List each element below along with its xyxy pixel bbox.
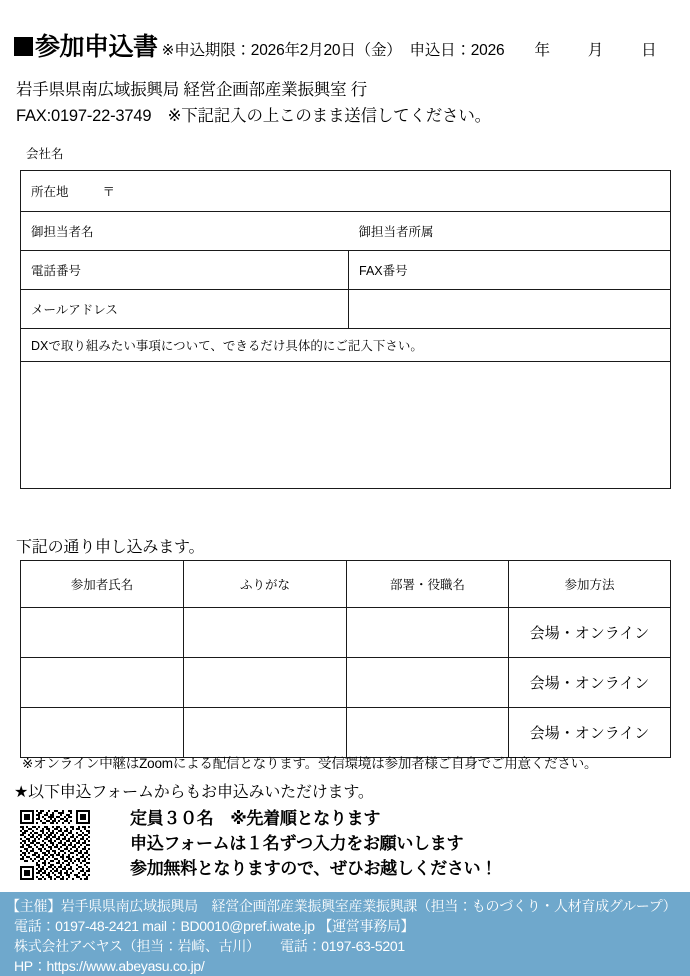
year-unit: 年 <box>534 42 550 59</box>
address-label: 所在地 <box>31 185 69 199</box>
qr-code-icon[interactable] <box>18 808 92 882</box>
table-row-dx-label <box>21 329 671 362</box>
recipient-office: 岩手県県南広域振興局 経営企画部産業振興室 行 <box>16 81 368 99</box>
month-unit: 月 <box>587 42 604 59</box>
online-form-note: ★以下申込フォームからもお申込みいただけます。 <box>14 784 374 801</box>
dx-freetext-cell[interactable] <box>21 362 671 489</box>
person-dept-cell[interactable] <box>349 212 671 251</box>
tel-label: 電話番号 <box>31 264 82 278</box>
column-header-department: 部署・役職名 <box>347 561 509 608</box>
recipient-fax-line: FAX:0197-22-3749 ※下記記入の上このまま送信してください。 <box>16 107 491 125</box>
table-row-person <box>21 212 671 251</box>
table-row <box>21 708 671 758</box>
participants-header-row <box>21 561 671 608</box>
applicant-info-table <box>20 170 671 489</box>
person-name-cell[interactable] <box>21 212 349 251</box>
participant-name-cell[interactable] <box>21 608 184 658</box>
participant-method-cell[interactable]: 会場・オンライン <box>509 608 671 658</box>
page-title <box>14 27 682 63</box>
dx-question-cell <box>21 329 671 362</box>
table-row-mail <box>21 290 671 329</box>
address-input-cell[interactable] <box>349 171 671 212</box>
capacity-info-block <box>130 806 497 881</box>
address-label-cell <box>21 171 349 212</box>
tel-cell[interactable] <box>21 251 349 290</box>
participant-name-cell[interactable] <box>21 658 184 708</box>
participant-department-cell[interactable] <box>347 708 509 758</box>
mail-input-cell[interactable] <box>349 290 671 329</box>
online-streaming-note: ※オンライン中継はZoomによる配信となります。受信環境は参加者様ご自身でご用意ください。 <box>22 756 598 771</box>
participant-furigana-cell[interactable] <box>184 608 347 658</box>
person-name-label: 御担当者名 <box>31 225 94 239</box>
table-row-dx-freetext <box>21 362 671 489</box>
application-deadline: ※申込期限：2026年2月20日（金） <box>161 42 402 59</box>
participant-name-cell[interactable] <box>21 708 184 758</box>
participant-method-cell[interactable]: 会場・オンライン <box>509 658 671 708</box>
participant-department-cell[interactable] <box>347 658 509 708</box>
participant-method-cell[interactable]: 会場・オンライン <box>509 708 671 758</box>
mail-label: メールアドレス <box>31 303 118 317</box>
title-heading: 参加申込書 <box>35 33 158 61</box>
form-entry-line: 申込フォームは１名ずつ入力をお願いします <box>130 834 464 853</box>
participant-furigana-cell[interactable] <box>184 658 347 708</box>
table-row-address <box>21 171 671 212</box>
participants-table <box>20 560 671 758</box>
mail-label-cell[interactable] <box>21 290 349 329</box>
table-row <box>21 608 671 658</box>
table-row <box>21 658 671 708</box>
column-header-name: 参加者氏名 <box>21 561 184 608</box>
participant-furigana-cell[interactable] <box>184 708 347 758</box>
participant-department-cell[interactable] <box>347 608 509 658</box>
column-header-furigana: ふりがな <box>184 561 347 608</box>
footer-contact-line: 電話：0197-48-2421 mail：BD0010@pref.iwate.jp 【運営事務局】 <box>14 918 415 934</box>
day-unit: 日 <box>641 42 657 59</box>
apply-statement: 下記の通り申し込みます。 <box>16 539 205 556</box>
fax-label: FAX番号 <box>359 264 408 278</box>
footer-contact-block <box>0 892 690 976</box>
column-header-method: 参加方法 <box>509 561 671 608</box>
footer-company-line: 株式会社アベヤス（担当：岩崎、古川） 電話：0197-63-5201 <box>14 938 405 954</box>
company-name-label: 会社名 <box>26 147 64 161</box>
footer-organizer-line: 【主催】岩手県県南広域振興局 経営企画部産業振興室産業振興課（担当：ものづくり・人材育成グループ） <box>6 898 677 914</box>
black-square-bullet-icon <box>14 37 33 56</box>
person-dept-label: 御担当者所属 <box>358 225 434 239</box>
postal-mark-icon: 〒 <box>102 185 116 199</box>
capacity-line: 定員３０名 ※先着順となります <box>130 809 381 828</box>
free-participation-line: 参加無料となりますので、ぜひお越しください！ <box>130 859 498 878</box>
dx-question-label: DXで取り組みたい事項について、できるだけ具体的にご記入下さい。 <box>31 339 423 353</box>
application-date-label: 申込日：2026 <box>409 42 505 59</box>
table-row-tel <box>21 251 671 290</box>
footer-homepage-line[interactable]: HP：https://www.abeyasu.co.jp/ <box>14 958 205 974</box>
fax-cell[interactable] <box>349 251 671 290</box>
